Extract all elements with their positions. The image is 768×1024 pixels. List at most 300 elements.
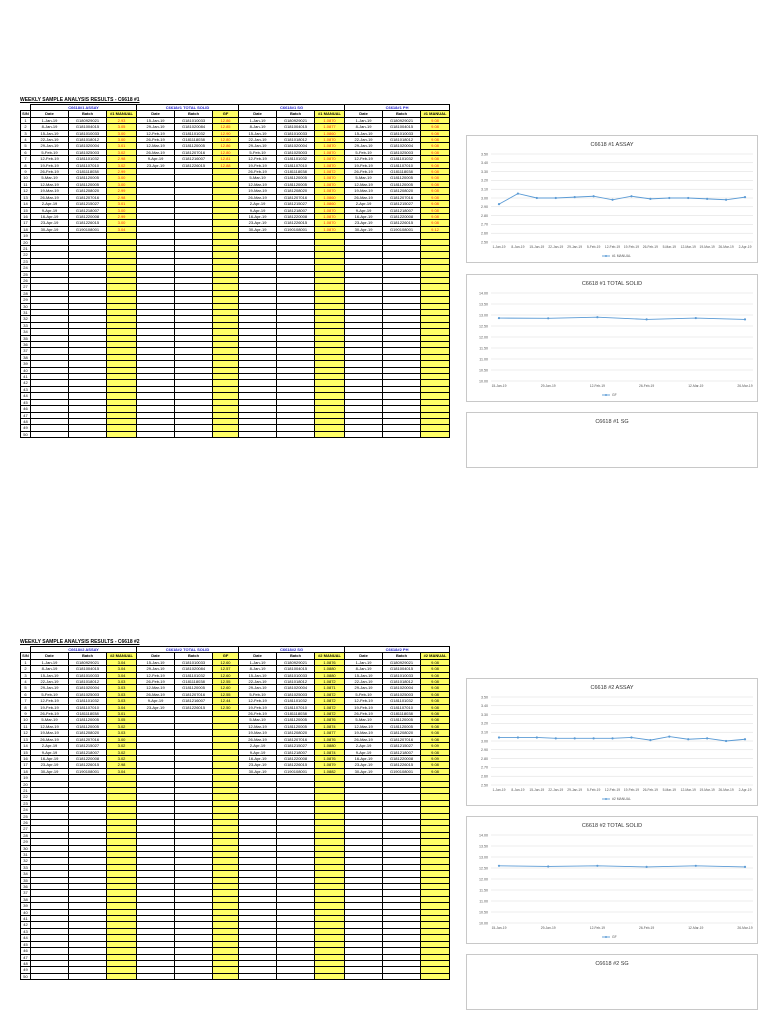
table-cell: 30-Apr-19 [345,226,383,232]
section-title: WEEKLY SAMPLE ANALYSIS RESULTS - C6618 #1 [20,97,140,103]
table-cell: 19-Mar-19 [31,188,69,194]
table-cell: G181220008 [277,755,315,761]
table-cell: 1.0879 [315,762,345,768]
table-cell: 9.08 [421,117,450,123]
table-cell: 29-Jan-19 [31,143,69,149]
table-cell [421,973,450,979]
table-cell: 1.0870 [315,175,345,181]
table-cell: 5-Mar-19 [345,175,383,181]
table-cell: 1.0880 [315,743,345,749]
column-header: #2 MANUAL [107,653,137,659]
table-cell: G181018012 [69,137,107,143]
table-cell: 1.0882 [315,768,345,774]
table-cell: 29-Jan-19 [137,666,175,672]
data-point [596,865,598,867]
x-tick-label: 29-Jan-19 [567,245,583,249]
section-2 [20,638,450,980]
table-cell: G181218007 [277,749,315,755]
row-number: 28 [21,832,31,838]
row-number: 31 [21,852,31,858]
table-cell: 9.08 [421,768,450,774]
table-cell: G190108001 [277,226,315,232]
table-cell: G180929021 [69,117,107,123]
table-cell: 12-Feb-19 [137,130,175,136]
data-point [630,195,632,197]
table-cell: 9.08 [421,711,450,717]
table-cell: 12.60 [213,672,239,678]
row-number: 8 [21,704,31,710]
table-cell: 9.08 [421,679,450,685]
table-cell: G181207016 [175,149,213,155]
table-cell: 9.08 [421,213,450,219]
row-number: 38 [21,896,31,902]
table-cell [383,973,421,979]
table-cell: G181004015 [383,666,421,672]
table-cell: G181101032 [383,698,421,704]
row-number: 25 [21,813,31,819]
data-point [725,199,727,201]
table-cell: 15-Jan-19 [239,672,277,678]
table-cell: G181010033 [69,130,107,136]
table-cell: 9-Apr-19 [345,749,383,755]
row-number: 6 [21,149,31,155]
y-tick-label: 3.00 [481,196,488,201]
table-cell: 16-Apr-19 [239,213,277,219]
x-tick-label: 19-Feb-19 [623,788,640,792]
table-cell: G181004015 [383,124,421,130]
y-tick-label: 13.00 [479,313,488,318]
data-point [668,197,670,199]
table-cell: G180929021 [277,659,315,665]
chart-title: C6618 #1 ASSAY [590,142,634,148]
table-cell: 12.80 [213,149,239,155]
row-number: 17 [21,762,31,768]
table-cell: 26-Mar-19 [239,194,277,200]
table-cell: 12-Mar-19 [239,181,277,187]
table-cell: 22-Jan-19 [31,137,69,143]
table-cell: 30-Apr-19 [31,768,69,774]
section-1 [20,96,450,438]
table-cell: 22-Jan-19 [239,137,277,143]
table-cell: G181025003 [383,149,421,155]
table-cell: 12.50 [213,704,239,710]
table-cell: G181220008 [383,213,421,219]
table-cell: G181207016 [277,194,315,200]
table-cell [69,431,107,437]
table-cell: 19-Feb-19 [31,704,69,710]
table-cell: 3.00 [107,736,137,742]
row-number: 33 [21,322,31,328]
y-tick-label: 3.20 [481,721,488,726]
group-header: C6618#1 ASSAY [31,105,137,111]
x-tick-label: 5-Mar-19 [662,245,676,249]
table-cell [383,431,421,437]
section-title: WEEKLY SAMPLE ANALYSIS RESULTS - C6618 #2 [20,639,140,645]
table-cell: G181207016 [277,736,315,742]
table-cell: 12.57 [213,666,239,672]
x-tick-label: 15-Jan-19 [491,384,507,388]
table-cell: 9.08 [421,201,450,207]
y-tick-label: 3.10 [481,187,488,192]
table-cell: 3.03 [107,679,137,685]
x-tick-label: 5-Mar-19 [662,788,676,792]
data-point [611,737,613,739]
data-point [547,865,549,867]
table-cell: 3.04 [107,768,137,774]
data-point [744,318,746,320]
row-number: 16 [21,755,31,761]
table-cell: 9.08 [421,659,450,665]
table-cell: 9.08 [421,704,450,710]
table-cell: 9-Apr-19 [31,749,69,755]
table-cell: G181025003 [383,691,421,697]
table-cell: G181018012 [69,679,107,685]
table-cell: G181118038 [69,169,107,175]
table-cell: 15-Jan-19 [31,672,69,678]
row-number: 41 [21,916,31,922]
table-cell [107,431,137,437]
y-tick-label: 2.70 [481,765,488,770]
row-number: 23 [21,800,31,806]
table-cell: G181004015 [277,666,315,672]
row-number: 31 [21,310,31,316]
row-number: 45 [21,399,31,405]
row-number: 3 [21,672,31,678]
table-cell: 3.04 [107,704,137,710]
data-point [630,736,632,738]
data-point [725,740,727,742]
table-cell [277,431,315,437]
table-cell: G181218007 [277,207,315,213]
table-cell: 12.80 [213,137,239,143]
row-number: 12 [21,188,31,194]
table-cell: G181101032 [69,156,107,162]
table-cell: G181218007 [69,207,107,213]
chart-svg [467,275,757,401]
row-number: 26 [21,819,31,825]
y-tick-label: 10.50 [479,368,488,373]
table-cell: G181010033 [69,672,107,678]
table-cell: 2.98 [107,762,137,768]
table-cell: 12-Mar-19 [345,181,383,187]
row-number: 43 [21,386,31,392]
table-cell: G181218007 [383,207,421,213]
column-header: Date [239,653,277,659]
y-tick-label: 3.50 [481,152,488,157]
table-cell: 1.0874 [315,749,345,755]
group-header: C6618#1 TOTAL SOLID [137,105,239,111]
table-cell: G181101032 [277,156,315,162]
table-cell: G181208020 [383,730,421,736]
table-cell: G181025003 [69,691,107,697]
x-tick-label: 12-Mar-19 [680,788,696,792]
group-header: C6618#1 PH [345,105,450,111]
y-tick-label: 3.30 [481,169,488,174]
table-cell: G181208020 [383,188,421,194]
x-tick-label: 12-Mar-19 [688,926,704,930]
row-number: 2 [21,124,31,130]
table-cell: G181101032 [69,698,107,704]
table-cell: G181118038 [69,711,107,717]
row-number: 19 [21,233,31,239]
table-cell: G180929021 [277,117,315,123]
table-cell [345,431,383,437]
column-header: Batch [277,653,315,659]
data-point [611,199,613,201]
x-tick-label: 22-Jan-19 [548,245,564,249]
table-cell: 26-Mar-19 [31,736,69,742]
column-header: S/N [22,111,29,117]
row-number: 18 [21,226,31,232]
table-cell: 12.88 [213,162,239,168]
table-cell: 3.04 [107,666,137,672]
table-cell: G181018012 [277,137,315,143]
table-cell: 12.55 [213,691,239,697]
table-cell: 1.0870 [315,143,345,149]
table-cell: 9.08 [421,685,450,691]
table-cell: 1.0872 [315,679,345,685]
x-tick-label: 19-Mar-19 [699,245,715,249]
table-cell: G181220008 [69,755,107,761]
row-number: 20 [21,239,31,245]
x-tick-label: 26-Mar-19 [737,926,753,930]
x-tick-label: 12-Feb-19 [589,926,606,930]
table-cell: G181010033 [383,130,421,136]
table-cell: 9.08 [421,762,450,768]
chart-svg [467,413,757,467]
x-tick-label: 12-Feb-19 [604,788,621,792]
table-cell: G181215027 [383,743,421,749]
table-cell: 9.08 [421,130,450,136]
x-tick-label: 26-Feb-19 [642,245,658,249]
table-cell: 26-Feb-19 [239,169,277,175]
table-cell: 9.08 [421,137,450,143]
legend-label: #2 MANUAL [612,797,631,802]
table-cell: 19-Mar-19 [239,188,277,194]
column-header: Date [345,111,383,117]
table-cell: 1.0876 [315,755,345,761]
row-number: 39 [21,903,31,909]
row-number: 42 [21,380,31,386]
table-cell: 19-Feb-19 [239,162,277,168]
y-tick-label: 11.00 [479,899,488,904]
table-cell: G181218007 [383,749,421,755]
row-number: 46 [21,948,31,954]
table-cell: G181020004 [383,143,421,149]
row-number: 30 [21,303,31,309]
table-cell: G181101032 [277,698,315,704]
table-cell: 26-Feb-19 [345,711,383,717]
data-point [517,193,519,195]
x-tick-label: 8-Jan-19 [511,245,525,249]
table-cell: G181226015 [175,704,213,710]
group-header: C6618#2 TOTAL SOLID [137,647,239,653]
table-cell: 9.12 [421,226,450,232]
data-point [687,197,689,199]
column-header: S/N [22,653,29,659]
data-point [649,739,651,741]
chart-assay-2 [466,678,758,806]
row-number: 30 [21,845,31,851]
row-number: 2 [21,666,31,672]
y-tick-label: 11.50 [479,346,488,351]
y-tick-label: 2.80 [481,756,488,761]
data-point [744,866,746,868]
table-cell: 3.01 [107,711,137,717]
table-cell: 3.00 [107,207,137,213]
x-tick-label: 26-Feb-19 [638,384,655,388]
chart-svg [467,136,757,262]
table-cell: 30-Apr-19 [239,226,277,232]
chart-title: C6618 #1 TOTAL SOLID [581,281,643,287]
legend-label: GF [612,935,617,940]
series-line [499,317,745,319]
table-cell: 15-Jan-19 [137,117,175,123]
row-number: 27 [21,826,31,832]
table-cell: 12-Mar-19 [239,723,277,729]
table-cell: 30-Apr-19 [31,226,69,232]
table-cell: 12.55 [213,679,239,685]
y-tick-label: 10.50 [479,910,488,915]
chart-sg-1 [466,412,758,468]
table-cell [69,973,107,979]
table-cell: 26-Feb-19 [31,169,69,175]
table-cell: 8-Jan-19 [345,666,383,672]
column-header: Date [31,653,69,659]
series-line [499,866,745,867]
table-cell: G181120005 [69,723,107,729]
y-tick-label: 2.90 [481,748,488,753]
row-number: 11 [21,181,31,187]
chart-title: C6618 #2 TOTAL SOLID [581,823,643,829]
table-cell: 5-Feb-19 [31,691,69,697]
data-point [517,736,519,738]
table-cell: 3.03 [107,698,137,704]
column-header: Date [31,111,69,117]
table-cell: 2.98 [107,156,137,162]
table-cell: 9.08 [421,156,450,162]
table-cell: G181118038 [383,169,421,175]
table-cell: 19-Feb-19 [345,162,383,168]
data-point [687,738,689,740]
table-cell: G181107010 [277,162,315,168]
table-cell: 2-Apr-19 [345,743,383,749]
row-number: 23 [21,258,31,264]
table-cell: G181215027 [69,201,107,207]
table-cell: 26-Mar-19 [345,736,383,742]
row-number: 13 [21,194,31,200]
row-number: 1 [21,659,31,665]
table-cell: 5-Feb-19 [239,691,277,697]
table-cell: 2-Apr-19 [31,201,69,207]
table-cell: 8-Jan-19 [345,124,383,130]
table-cell: 9.08 [421,175,450,181]
row-number: 15 [21,207,31,213]
x-tick-label: 1-Jan-19 [492,788,506,792]
x-tick-label: 12-Mar-19 [688,384,704,388]
column-header: #1 MANUAL [421,111,450,117]
table-cell: 3.04 [107,226,137,232]
row-number: 25 [21,271,31,277]
table-cell: G181107010 [277,704,315,710]
data-point [744,196,746,198]
table-cell: G181010033 [175,117,213,123]
table-cell: G181025003 [277,149,315,155]
table-cell: 23-Apr-19 [345,762,383,768]
row-number: 22 [21,794,31,800]
table-cell: G180929021 [383,117,421,123]
table-cell: 26-Mar-19 [137,691,175,697]
y-tick-label: 11.50 [479,888,488,893]
table-cell: 16-Apr-19 [345,755,383,761]
table-cell: 16-Apr-19 [31,213,69,219]
column-header: #2 MANUAL [315,653,345,659]
table-cell: 12-Mar-19 [137,685,175,691]
y-tick-label: 3.40 [481,161,488,166]
table-cell: 12-Feb-19 [31,698,69,704]
y-tick-label: 13.50 [479,844,488,849]
table-cell: 9.08 [421,666,450,672]
row-number: 5 [21,685,31,691]
table-cell: 1.0870 [315,207,345,213]
row-number: 46 [21,406,31,412]
table-cell: 9.08 [421,736,450,742]
table-cell: G181207016 [383,736,421,742]
table-cell: G181120005 [277,723,315,729]
table-cell [239,973,277,979]
table-cell: G181004015 [277,124,315,130]
x-tick-label: 19-Mar-19 [699,788,715,792]
row-number: 16 [21,213,31,219]
data-point [646,866,648,868]
table-cell: 12-Feb-19 [239,156,277,162]
table-cell [421,431,450,437]
table-cell: 26-Mar-19 [31,194,69,200]
column-header: Date [137,653,175,659]
table-cell: G181120005 [383,175,421,181]
legend-marker [605,936,607,938]
table-cell: 1.0876 [315,717,345,723]
table-cell: 2.99 [107,169,137,175]
table-cell: 3.03 [107,685,137,691]
table-cell: 19-Mar-19 [345,730,383,736]
data-point [498,203,500,205]
y-tick-label: 3.40 [481,704,488,709]
row-number: 10 [21,175,31,181]
table-cell: 26-Mar-19 [239,736,277,742]
row-number: 45 [21,941,31,947]
table-cell: G181226015 [69,762,107,768]
table-cell: 3.00 [107,181,137,187]
x-tick-label: 22-Jan-19 [548,788,564,792]
table-cell: G181120005 [69,181,107,187]
table-cell: G190108001 [69,768,107,774]
row-number: 32 [21,858,31,864]
table-cell: 29-Jan-19 [239,143,277,149]
column-header: Batch [383,111,421,117]
y-tick-label: 10.00 [479,379,488,384]
table-cell: 1-Jan-19 [31,659,69,665]
table-cell: G181020084 [175,666,213,672]
data-point [744,738,746,740]
x-tick-label: 19-Feb-19 [623,245,640,249]
row-number: 21 [21,787,31,793]
table-cell: 19-Mar-19 [31,730,69,736]
table-cell: 9-Apr-19 [31,207,69,213]
table-cell [175,431,213,437]
table-cell: 9.08 [421,124,450,130]
column-header: Batch [277,111,315,117]
